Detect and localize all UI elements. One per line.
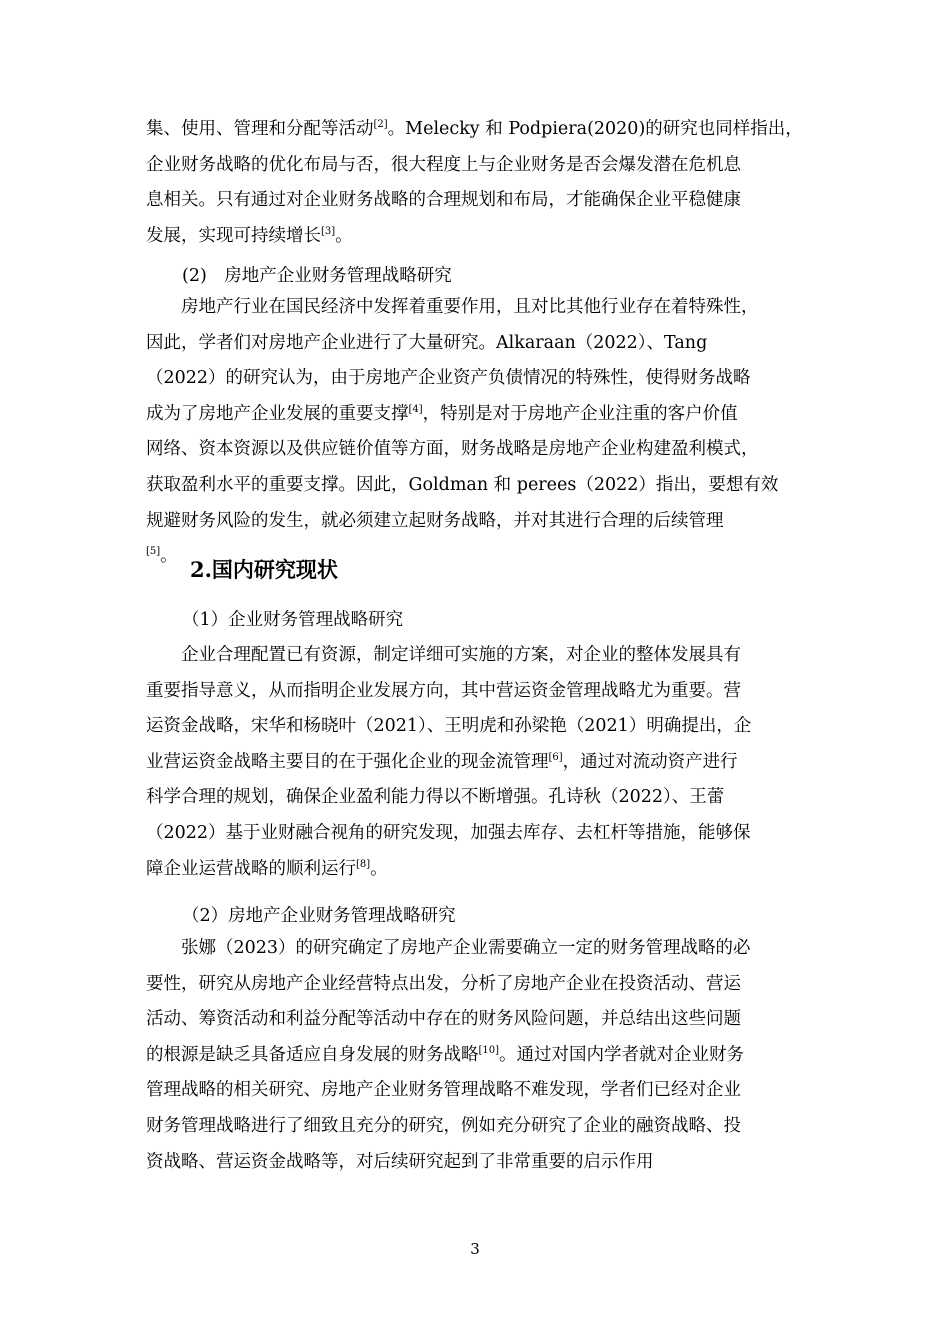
text-line: 企业财务战略的优化布局与否，很大程度上与企业财务是否会爆发潜在危机息 xyxy=(146,154,741,175)
citation: [6] xyxy=(548,751,563,763)
text-line: [5]。 xyxy=(146,546,178,567)
subsection-title: (2) 房地产企业财务管理战略研究 xyxy=(182,266,452,286)
subsection-title: （1）企业财务管理战略研究 xyxy=(182,610,404,630)
text-line: （2022）的研究认为，由于房地产企业资产负债情况的特殊性，使得财务战略 xyxy=(146,368,751,389)
text-line: 管理战略的相关研究、房地产企业财务管理战略不难发现，学者们已经对企业 xyxy=(146,1080,741,1101)
text-line: 活动、筹资活动和利益分配等活动中存在的财务风险问题，并总结出这些问题 xyxy=(146,1009,741,1030)
text-line: 重要指导意义，从而指明企业发展方向，其中营运资金管理战略尤为重要。营 xyxy=(146,680,741,701)
section-heading: 2.国内研究现状 xyxy=(190,557,338,582)
text-line: 运资金战略，宋华和杨晓叶（2021）、王明虎和孙梁艳（2021）明确提出，企 xyxy=(146,716,752,737)
text-line: 成为了房地产企业发展的重要支撑[4]，特别是对于房地产企业注重的客户价值 xyxy=(146,403,738,424)
page-number: 3 xyxy=(470,1240,480,1258)
paragraph-2 xyxy=(146,290,806,575)
citation: [3] xyxy=(321,225,336,237)
text-line: 规避财务风险的发生，就必须建立起财务战略，并对其进行合理的后续管理 xyxy=(146,510,724,531)
citation: [4] xyxy=(408,403,423,415)
text-line: 的根源是缺乏具备适应自身发展的财务战略[10]。通过对国内学者就对企业财务 xyxy=(146,1044,745,1065)
text-line: （2022）基于业财融合视角的研究发现，加强去库存、去杠杆等措施，能够保 xyxy=(146,822,751,843)
subsection-title: （2）房地产企业财务管理战略研究 xyxy=(182,906,456,926)
text-line: 资战略、营运资金战略等，对后续研究起到了非常重要的启示作用 xyxy=(146,1151,654,1172)
citation: [5] xyxy=(146,546,161,558)
text-line: 集、使用、管理和分配等活动[2]。Melecky 和 Podpiera(2020)的研究也同样指出， xyxy=(146,119,803,139)
text-line: 科学合理的规划，确保企业盈利能力得以不断增强。孔诗秋（2022）、王蕾 xyxy=(146,787,725,808)
text-line: 财务管理战略进行了细致且充分的研究，例如充分研究了企业的融资战略、投 xyxy=(146,1115,741,1136)
text-line: 因此，学者们对房地产企业进行了大量研究。Alkaraan（2022）、Tang xyxy=(146,332,708,353)
text-line: 障企业运营战略的顺利运行[8]。 xyxy=(146,858,388,879)
citation: [2] xyxy=(373,119,388,130)
text-line: 息相关。只有通过对企业财务战略的合理规划和布局，才能确保企业平稳健康 xyxy=(146,190,741,211)
citation: [10] xyxy=(478,1044,500,1056)
paragraph-1 xyxy=(146,112,806,254)
text-line: 企业合理配置已有资源，制定详细可实施的方案，对企业的整体发展具有 xyxy=(181,645,741,665)
paragraph-4 xyxy=(146,931,806,1180)
text-line: 获取盈利水平的重要支撑。因此，Goldman 和 perees（2022）指出，要想有效 xyxy=(146,474,779,495)
citation: [8] xyxy=(356,858,371,870)
text-line: 张娜（2023）的研究确定了房地产企业需要确立一定的财务管理战略的必 xyxy=(181,938,751,958)
paragraph-3 xyxy=(146,638,806,887)
text-line: 网络、资本资源以及供应链价值等方面，财务战略是房地产企业构建盈利模式， xyxy=(146,439,759,460)
text-line: 房地产行业在国民经济中发挥着重要作用，且对比其他行业存在着特殊性， xyxy=(181,297,759,317)
text-line: 要性，研究从房地产企业经营特点出发，分析了房地产企业在投资活动、营运 xyxy=(146,973,741,994)
text-line: 业营运资金战略主要目的在于强化企业的现金流管理[6]，通过对流动资产进行 xyxy=(146,751,738,772)
text-line: 发展，实现可持续增长[3]。 xyxy=(146,225,353,246)
